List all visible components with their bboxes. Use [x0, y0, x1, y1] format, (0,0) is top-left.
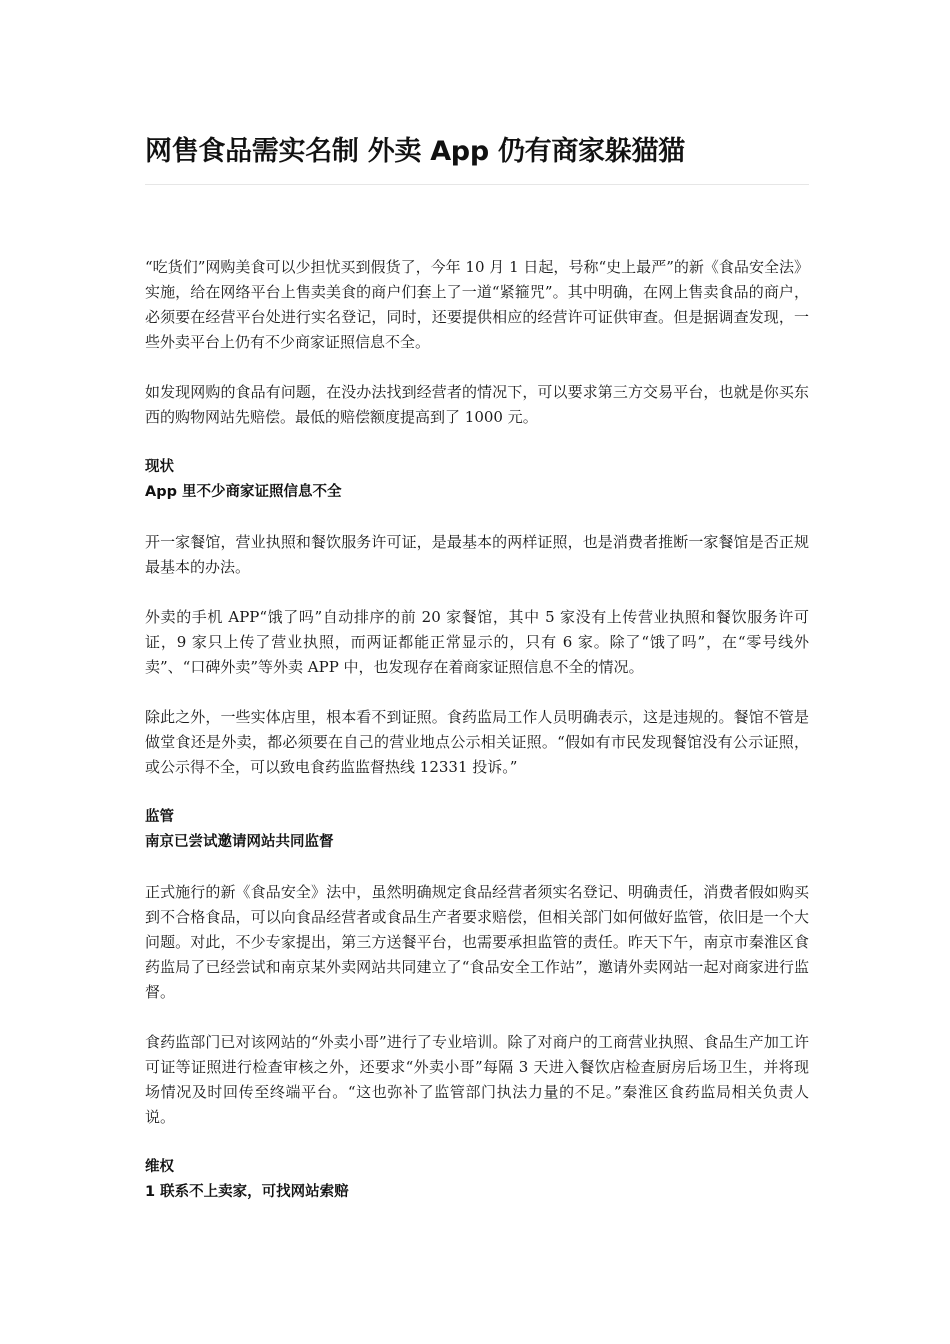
section-subtitle: App 里不少商家证照信息不全	[145, 484, 342, 500]
article	[145, 134, 809, 1230]
section-subtitle: 南京已尝试邀请网站共同监督	[145, 834, 334, 850]
section-label: 现状	[145, 459, 174, 475]
paragraph: 开一家餐馆，营业执照和餐饮服务许可证，是最基本的两样证照，也是消费者推断一家餐馆是否正规最基本的办法。	[145, 533, 809, 576]
paragraph: 食药监部门已对该网站的“外卖小哥”进行了专业培训。除了对商户的工商营业执照、食品生产加工许可证等证照进行检查审核之外，还要求“外卖小哥”每隔 3 天进入餐饮店检查厨房后场卫生，并将现场情况及时回传至终端平台。“这也弥补了监管部门执法力量的不足。”秦淮区食药监局相关负责人说。	[145, 1033, 809, 1126]
section-subtitle: 1 联系不上卖家，可找网站索赔	[145, 1184, 349, 1200]
paragraph: 外卖的手机 APP“饿了吗”自动排序的前 20 家餐馆，其中 5 家没有上传营业执照和餐饮服务许可证，9 家只上传了营业执照，而两证都能正常显示的，只有 6 家。除了“饿了吗”，在“零号线外卖”、“口碑外卖”等外卖 APP 中，也发现存在着商家证照信息不全的情况。	[145, 608, 809, 676]
article-title: 网售食品需实名制 外卖 App 仍有商家躲猫猫	[145, 134, 809, 185]
section-heading	[145, 455, 809, 505]
section-heading	[145, 805, 809, 855]
section-heading	[145, 1155, 809, 1205]
section-label: 维权	[145, 1159, 174, 1175]
paragraph: “吃货们”网购美食可以少担忧买到假货了，今年 10 月 1 日起，号称“史上最严”的新《食品安全法》实施，给在网络平台上售卖美食的商户们套上了一道“紧箍咒”。其中明确，在网上售卖食品的商户，必须要在经营平台处进行实名登记，同时，还要提供相应的经营许可证供审查。但是据调查发现，一些外卖平台上仍有不少商家证照信息不全。	[145, 258, 809, 351]
paragraph: 除此之外，一些实体店里，根本看不到证照。食药监局工作人员明确表示，这是违规的。餐馆不管是做堂食还是外卖，都必须要在自己的营业地点公示相关证照。“假如有市民发现餐馆没有公示证照，或公示得不全，可以致电食药监监督热线 12331 投诉。”	[145, 708, 809, 776]
article-body	[145, 255, 809, 1205]
section-label: 监管	[145, 809, 174, 825]
paragraph: 如发现网购的食品有问题，在没办法找到经营者的情况下，可以要求第三方交易平台，也就是你买东西的购物网站先赔偿。最低的赔偿额度提高到了 1000 元。	[145, 383, 809, 426]
paragraph: 正式施行的新《食品安全》法中，虽然明确规定食品经营者须实名登记、明确责任，消费者假如购买到不合格食品，可以向食品经营者或食品生产者要求赔偿，但相关部门如何做好监管，依旧是一个大问题。对此，不少专家提出，第三方送餐平台，也需要承担监管的责任。昨天下午，南京市秦淮区食药监局了已经尝试和南京某外卖网站共同建立了“食品安全工作站”，邀请外卖网站一起对商家进行监督。	[145, 883, 809, 1001]
